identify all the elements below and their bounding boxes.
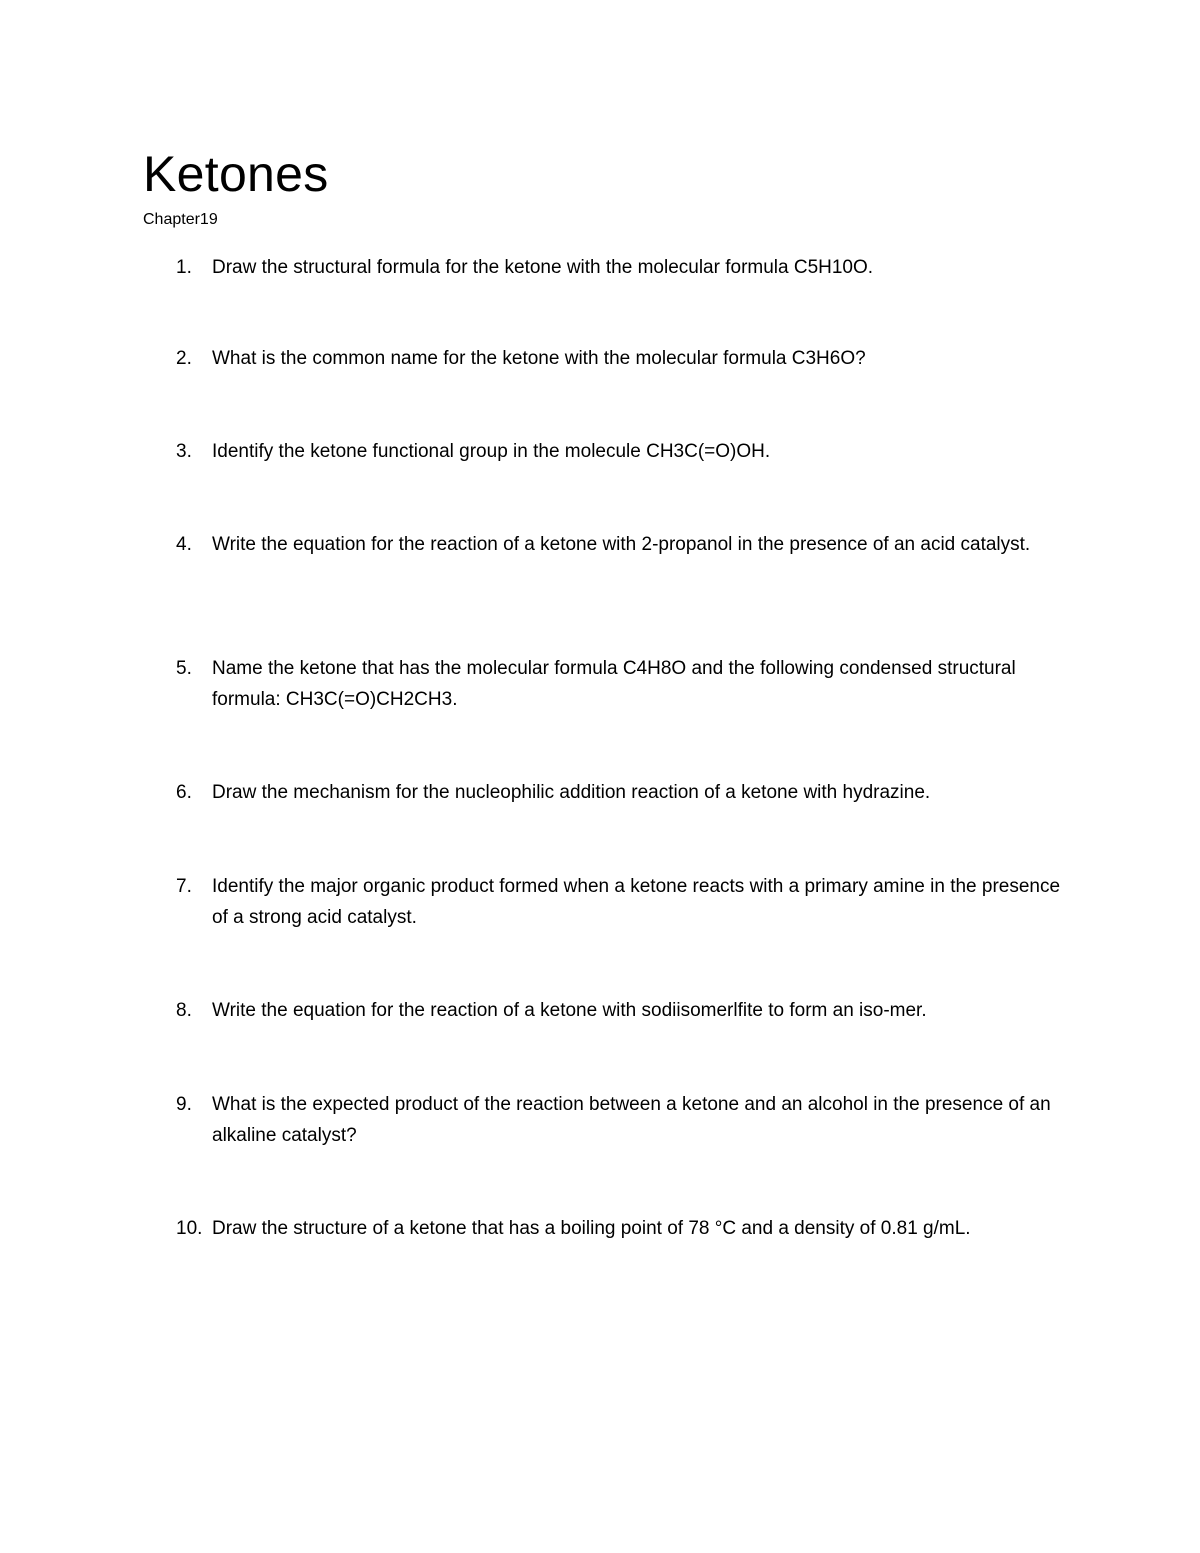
question-number: 10. [176,1218,203,1239]
question-item [176,252,1076,283]
question-text: Name the ketone that has the molecular formula C4H8O and the following condensed structural formula: CH3C(=O)CH2CH3. [212,658,1016,710]
question-number: 8. [176,1000,192,1021]
question-text: Draw the mechanism for the nucleophilic addition reaction of a ketone with hydrazine. [212,782,931,803]
question-number: 6. [176,782,192,803]
question-text: Identify the ketone functional group in the molecule CH3C(=O)OH. [212,441,771,462]
question-item [176,1213,1076,1244]
question-item [176,871,1076,933]
question-text: Write the equation for the reaction of a ketone with 2-propanol in the presence of an acid catalyst. [212,534,1031,555]
question-number: 4. [176,534,192,555]
question-number: 2. [176,348,192,369]
question-item [176,653,1076,715]
question-text: Identify the major organic product formed when a ketone reacts with a primary amine in the presence of a strong acid catalyst. [212,876,1061,928]
question-item [176,995,1076,1026]
question-number: 9. [176,1094,192,1115]
document-title: Ketones [143,146,329,202]
question-number: 5. [176,658,192,679]
question-text: Draw the structure of a ketone that has a boiling point of 78 °C and a density of 0.81 g/mL. [212,1218,971,1239]
question-item [176,343,1076,374]
question-item [176,777,1076,808]
question-text: Draw the structural formula for the ketone with the molecular formula C5H10O. [212,257,874,278]
question-item [176,436,1076,467]
question-item [176,529,1076,560]
question-item [176,1089,1076,1151]
question-text: What is the expected product of the reaction between a ketone and an alcohol in the presence of an alkaline catalyst? [212,1094,1051,1146]
question-number: 3. [176,441,192,462]
question-text: Write the equation for the reaction of a ketone with sodiisomerlfite to form an iso-mer. [212,1000,927,1021]
question-number: 7. [176,876,192,897]
question-number: 1. [176,257,192,278]
question-text: What is the common name for the ketone with the molecular formula C3H6O? [212,348,866,369]
document-subtitle: Chapter19 [143,211,218,228]
